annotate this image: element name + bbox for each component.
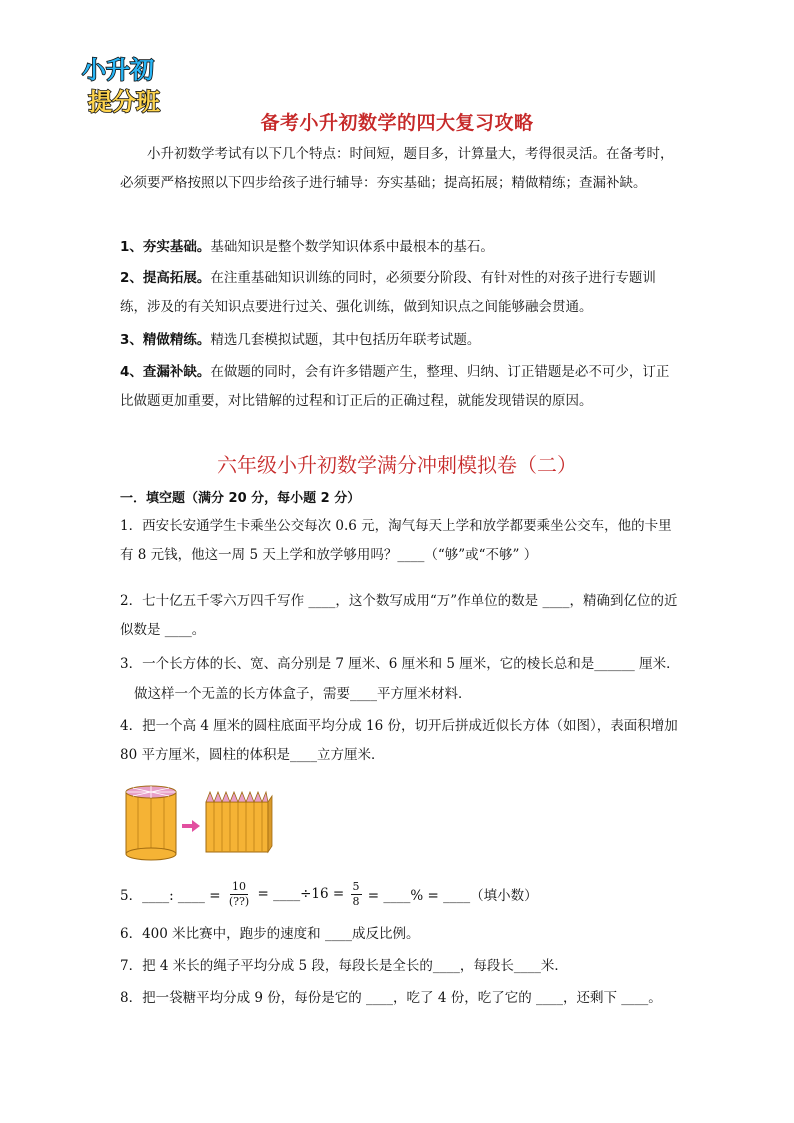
tip-3-label: 3、精做精练。 xyxy=(120,332,211,348)
tip-4-label: 4、查漏补缺。 xyxy=(120,364,211,380)
cuboid-icon xyxy=(206,792,272,852)
question-1: 1．西安长安通学生卡乘坐公交每次 0.6 元，淘气每天上学和放学都要乘坐公交车，他的卡里有 8 元钱，他这一周 5 天上学和放学够用吗？____（“够”或“不够” ） xyxy=(120,518,672,563)
tip-2 xyxy=(120,264,680,322)
cylinder-icon xyxy=(126,786,176,860)
question-8: 8．把一袋糖平均分成 9 份，每份是它的 ____，吃了 4 份，吃了它的 ____，还剩下 ____。 xyxy=(120,990,662,1006)
question-6: 6．400 米比赛中，跑步的速度和 ____成反比例。 xyxy=(120,926,420,942)
question-7: 7．把 4 米长的绳子平均分成 5 段，每段长是全长的____，每段长____米． xyxy=(120,958,568,974)
q5-fraction-1-den: (??) xyxy=(228,894,250,908)
tip-4-text: 在做题的同时，会有许多错题产生，整理、归纳、订正错题是必不可少，订正比做题更加重要，对比错解的过程和订正后的正确过程，就能发现错误的原因。 xyxy=(120,364,670,409)
question-3a: 3．一个长方体的长、宽、高分别是 7 厘米、6 厘米和 5 厘米，它的棱长总和是______ 厘米． xyxy=(120,656,680,672)
logo-line1: 小升初 xyxy=(82,56,154,84)
logo-line2: 提分班 xyxy=(88,88,160,116)
tip-1-text: 基础知识是整个数学知识体系中最根本的基石。 xyxy=(210,239,494,255)
intro-title: 备考小升初数学的四大复习攻略 xyxy=(260,112,534,134)
question-4-figure xyxy=(120,780,300,862)
q5-fraction-2-den: 8 xyxy=(352,894,360,908)
tip-4 xyxy=(120,358,680,416)
q5-fraction-1 xyxy=(227,880,251,909)
intro-paragraph: 小升初数学考试有以下几个特点：时间短，题目多，计算量大，考得很灵活。在备考时，必须要严格按照以下四步给孩子进行辅导：夯实基础；提高拓展；精做精练；查漏补缺。 xyxy=(120,146,674,191)
question-4: 4．把一个高 4 厘米的圆柱底面平均分成 16 份，切开后拼成近似长方体（如图），表面积增加 80 平方厘米，圆柱的体积是____立方厘米． xyxy=(120,718,678,763)
exam-title: 六年级小升初数学满分冲刺模拟卷（二） xyxy=(217,453,577,477)
q5-fraction-2-num: 5 xyxy=(352,879,360,893)
tip-1-label: 1、夯实基础。 xyxy=(120,239,211,255)
question-2: 2．七十亿五千零六万四千写作 ____，这个数写成用“万”作单位的数是 ____，精确到亿位的近似数是 ____。 xyxy=(120,593,678,638)
tip-1 xyxy=(120,233,680,262)
cylinder-figure-svg xyxy=(120,780,300,862)
tip-3-text: 精选几套模拟试题，其中包括历年联考试题。 xyxy=(210,332,481,348)
q5-part-b: = ____÷16 = xyxy=(253,886,349,902)
question-3b: 做这样一个无盖的长方体盒子，需要____平方厘米材料． xyxy=(134,686,472,702)
arrow-icon xyxy=(182,820,200,832)
tip-3 xyxy=(120,326,680,355)
q5-part-c: = ____% = ____（填小数） xyxy=(363,888,538,904)
tip-2-text: 在注重基础知识训练的同时，必须要分阶段、有针对性的对孩子进行专题训练，涉及的有关知识点要进行过关、强化训练，做到知识点之间能够融会贯通。 xyxy=(120,270,656,315)
section-title: 一．填空题（满分 20 分，每小题 2 分） xyxy=(120,491,361,506)
q5-fraction-2 xyxy=(351,880,362,909)
question-5 xyxy=(120,876,680,912)
q5-fraction-1-num: 10 xyxy=(232,879,247,893)
q5-part-a: 5．____: ____ = xyxy=(120,888,225,904)
tip-2-label: 2、提高拓展。 xyxy=(120,270,211,286)
